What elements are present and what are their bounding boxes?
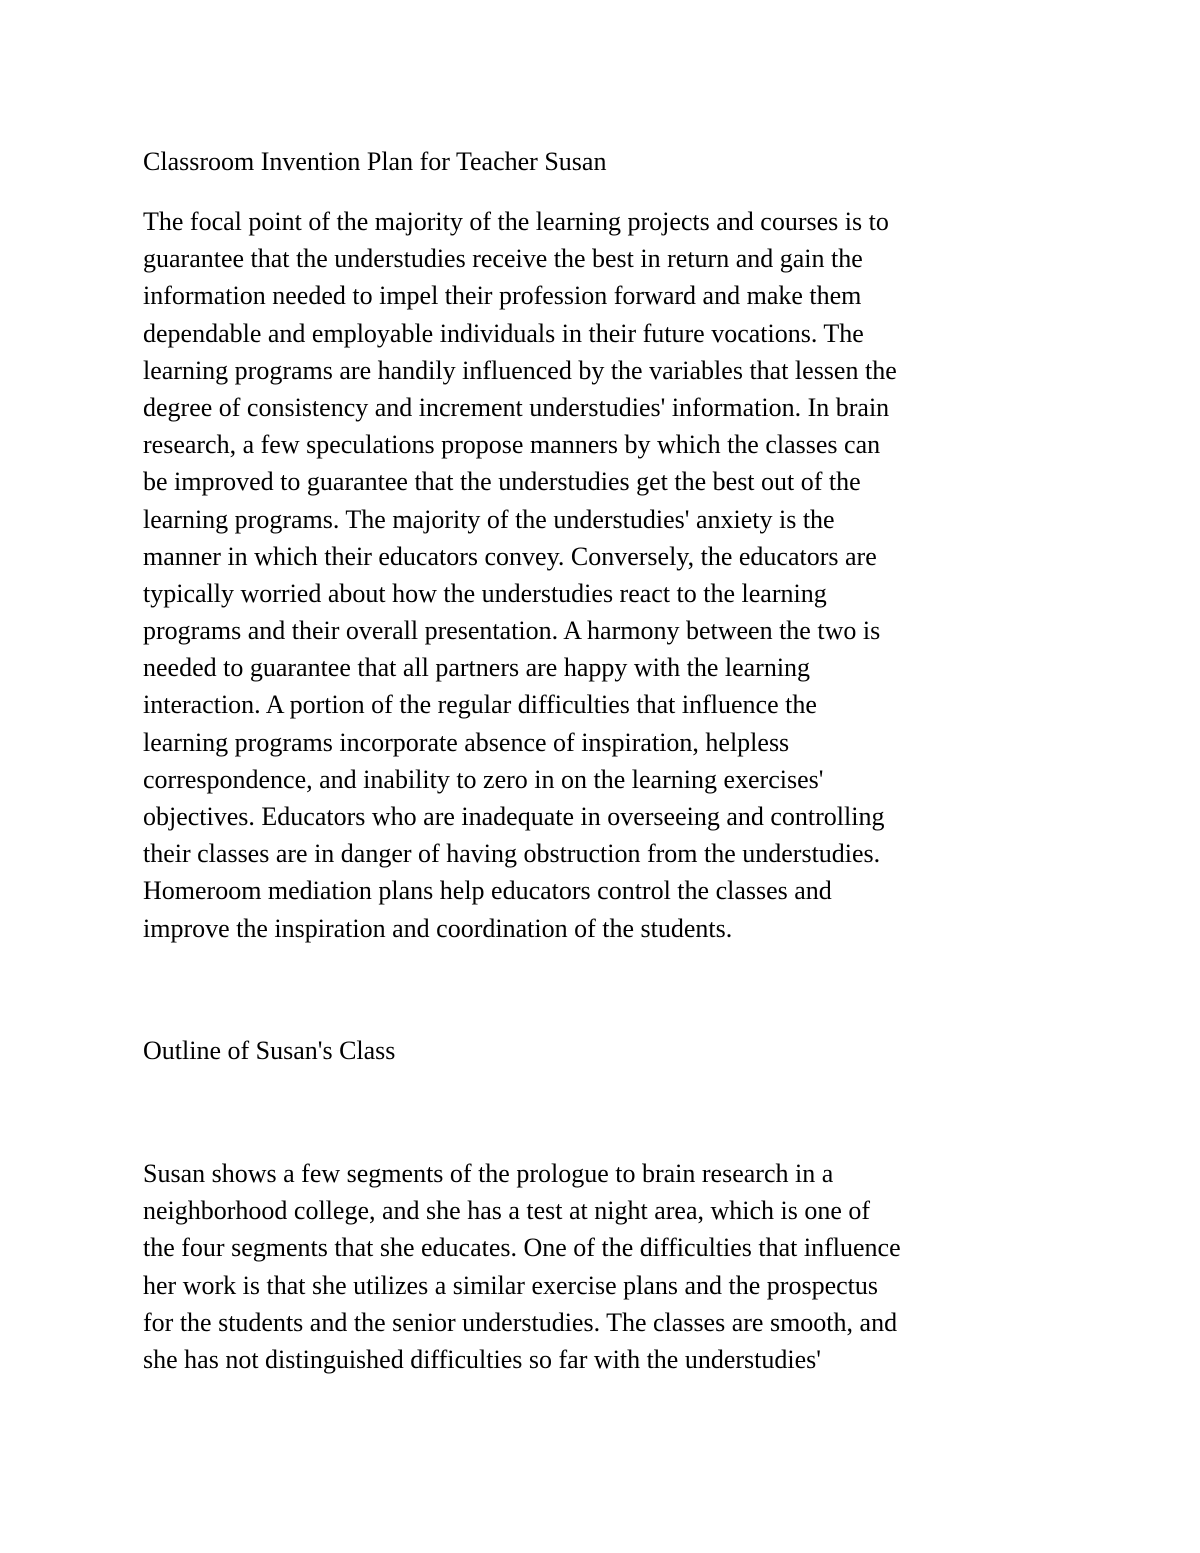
paragraph-intro xyxy=(143,203,897,947)
section-heading xyxy=(143,1032,395,1069)
paragraph-line: she has not distinguished difficulties so far with the understudies' xyxy=(143,1344,821,1374)
title-line: Classroom Invention Plan for Teacher Susan xyxy=(143,147,607,176)
paragraph-line: learning programs are handily influenced by the variables that lessen the xyxy=(143,355,897,385)
paragraph-line: correspondence, and inability to zero in on the learning exercises' xyxy=(143,764,824,794)
paragraph-line: objectives. Educators who are inadequate in overseeing and controlling xyxy=(143,802,885,831)
paragraph-line: learning programs. The majority of the understudies' anxiety is the xyxy=(143,504,835,534)
paragraph-line: be improved to guarantee that the understudies get the best out of the xyxy=(143,467,861,497)
paragraph-line: dependable and employable individuals in their future vocations. The xyxy=(143,318,864,348)
paragraph-line: Susan shows a few segments of the prologue to brain research in a xyxy=(143,1159,834,1188)
paragraph-line: manner in which their educators convey. Conversely, the educators are xyxy=(143,541,877,571)
paragraph-line: degree of consistency and increment understudies' information. In brain xyxy=(143,392,890,422)
paragraph-line: research, a few speculations propose manners by which the classes can xyxy=(143,430,881,460)
paragraph-line: interaction. A portion of the regular difficulties that influence the xyxy=(143,690,817,720)
paragraph-outline xyxy=(143,1155,901,1378)
paragraph-line: Homeroom mediation plans help educators control the classes and xyxy=(143,876,832,906)
paragraph-line: improve the inspiration and coordination of the students. xyxy=(143,913,733,943)
heading-line: Outline of Susan's Class xyxy=(143,1036,396,1065)
paragraph-line: their classes are in danger of having obstruction from the understudies. xyxy=(143,839,881,869)
paragraph-line: learning programs incorporate absence of inspiration, helpless xyxy=(143,727,790,757)
paragraph-line: typically worried about how the understudies react to the learning xyxy=(143,578,827,608)
paragraph-line: for the students and the senior understudies. The classes are smooth, and xyxy=(143,1307,898,1337)
paragraph-line: the four segments that she educates. One of the difficulties that influence xyxy=(143,1233,901,1263)
paragraph-line: programs and their overall presentation. A harmony between the two is xyxy=(143,616,881,646)
paragraph-line: The focal point of the majority of the learning projects and courses is to xyxy=(143,207,889,236)
paragraph-line: guarantee that the understudies receive the best in return and gain the xyxy=(143,244,863,274)
document-title xyxy=(143,143,606,180)
paragraph-line: information needed to impel their profession forward and make them xyxy=(143,281,862,311)
paragraph-line: needed to guarantee that all partners are happy with the learning xyxy=(143,653,811,683)
paragraph-line: neighborhood college, and she has a test at night area, which is one of xyxy=(143,1196,871,1226)
paragraph-line: her work is that she utilizes a similar exercise plans and the prospectus xyxy=(143,1270,879,1300)
